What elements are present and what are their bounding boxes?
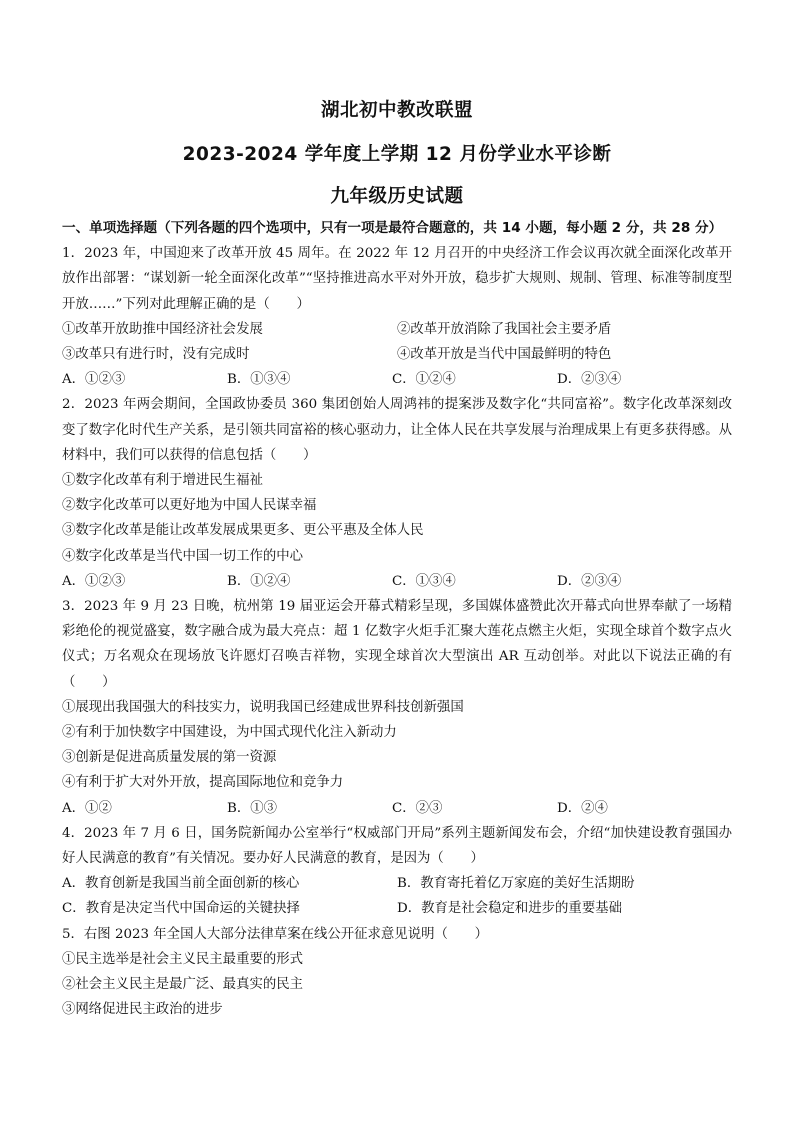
question-2-stem: 2．2023 年两会期间，全国政协委员 360 集团创始人周鸿祎的提案涉及数字化“共同富裕”。数字化改革深刻改变了数字化时代生产关系，是引领共同富裕的核心驱动力，让全体人民在共享发展与治理成果上有更多获得感。从材料中，我们可以获得的信息包括（ ） [62, 397, 732, 463]
exam-title: 2023-2024 学年度上学期 12 月份学业水平诊断 [182, 144, 612, 165]
option-b: B．①③ [227, 800, 278, 816]
option-b: B．教育寄托着亿万家庭的美好生活期盼 [397, 876, 635, 892]
options-row [62, 367, 732, 392]
option-d: D．②③④ [557, 573, 622, 589]
question-5 [62, 922, 732, 1023]
options-row [62, 796, 732, 821]
question-4-stem: 4．2023 年 7 月 6 日，国务院新闻办公室举行“权威部门开局”系列主题新闻发布会，介绍“加快建设教育强国办好人民满意的教育”有关情况。要办好人民满意的教育，是因为（ ） [62, 825, 732, 867]
statement-2: ②社会主义民主是最广泛、最真实的民主 [62, 977, 304, 993]
question-4 [62, 821, 732, 922]
option-a: A．①② [62, 800, 112, 816]
option-a: A．①②③ [62, 573, 126, 589]
option-c: C．教育是决定当代中国命运的关键抉择 [62, 901, 300, 917]
option-c: C．②③ [392, 800, 443, 816]
option-b: B．①③④ [227, 372, 291, 388]
statement-2: ②数字化改革可以更好地为中国人民谋幸福 [62, 498, 317, 514]
option-c: C．①②④ [392, 372, 456, 388]
statement-row [62, 317, 732, 342]
statement-4: ④数字化改革是当代中国一切工作的中心 [62, 548, 304, 564]
section-heading: 一、单项选择题（下列各题的四个选项中，只有一项是最符合题意的，共 14 小题，每小题 2 分，共 28 分） [62, 220, 723, 236]
options-row [62, 896, 732, 921]
question-1 [62, 241, 732, 392]
statement-3: ③改革只有进行时，没有完成时 [62, 347, 250, 363]
option-d: D．②④ [557, 800, 608, 816]
statement-1: ①民主选举是社会主义民主最重要的形式 [62, 951, 304, 967]
statement-2: ②改革开放消除了我国社会主要矛盾 [397, 321, 612, 337]
statement-1: ①改革开放助推中国经济社会发展 [62, 321, 263, 337]
option-d: D．教育是社会稳定和进步的重要基础 [397, 901, 622, 917]
statement-1: ①展现出我国强大的科技实力，说明我国已经建成世界科技创新强国 [62, 699, 464, 715]
question-3-stem: 3．2023 年 9 月 23 日晚，杭州第 19 届亚运会开幕式精彩呈现，多国媒体盛赞此次开幕式向世界奉献了一场精彩绝伦的视觉盛宴，数字融合成为最大亮点：超 1 亿数字火炬手汇聚大莲花点燃主火炬，实现全球首个数字点火仪式；万名观众在现场放飞许愿灯召唤吉祥物，实现全球首次大型演出 AR 互动创举。对此以下说法正确的有（ ） [62, 599, 732, 690]
question-2 [62, 392, 732, 594]
question-3 [62, 594, 732, 821]
option-a: A．教育创新是我国当前全面创新的核心 [62, 876, 300, 892]
subject-title: 九年级历史试题 [330, 186, 464, 207]
statement-4: ④改革开放是当代中国最鲜明的特色 [397, 347, 612, 363]
statement-3: ③网络促进民主政治的进步 [62, 1002, 223, 1018]
question-1-stem: 1．2023 年，中国迎来了改革开放 45 周年。在 2022 年 12 月召开的中央经济工作会议再次就全面深化改革开放作出部署：“谋划新一轮全面深化改革”“坚持推进高水平对外开放，稳步扩大规则、规制、管理、标准等制度型开放……”下列对此理解正确的是（ ） [62, 246, 732, 312]
options-row [62, 569, 732, 594]
statement-4: ④有利于扩大对外开放，提高国际地位和竞争力 [62, 775, 344, 791]
options-row [62, 871, 732, 896]
statement-2: ②有利于加快数字中国建设，为中国式现代化注入新动力 [62, 725, 397, 741]
statement-1: ①数字化改革有利于增进民生福祉 [62, 473, 263, 489]
statement-row [62, 342, 732, 367]
question-5-stem: 5．右图 2023 年全国人大部分法律草案在线公开征求意见说明（ ） [62, 926, 489, 942]
org-title: 湖北初中教改联盟 [320, 100, 473, 121]
option-d: D．②③④ [557, 372, 622, 388]
option-a: A．①②③ [62, 372, 126, 388]
option-c: C．①③④ [392, 573, 456, 589]
statement-3: ③数字化改革是能让改革发展成果更多、更公平惠及全体人民 [62, 523, 424, 539]
exam-content [62, 216, 732, 1023]
option-b: B．①②④ [227, 573, 291, 589]
statement-3: ③创新是促进高质量发展的第一资源 [62, 750, 277, 766]
